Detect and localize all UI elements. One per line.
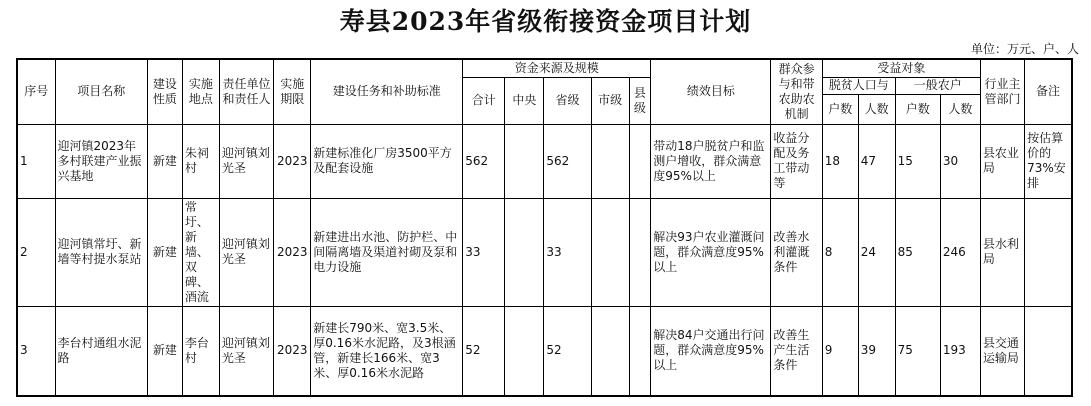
unit-label: 单位：万元、户、人 [970,42,1079,56]
table-row [17,198,1072,306]
header-city: 市级 [591,77,629,124]
cell-seq: 1 [17,124,55,198]
cell-task: 新建长790米、宽3.5米、厚0.16米水泥路，及3根涵管，新建长166米、宽3米、厚0.16米水泥路 [311,306,463,396]
cell-poor-households: 18 [822,124,858,198]
cell-central [505,306,544,396]
cell-province: 33 [544,198,591,306]
header-county: 县级 [629,77,651,124]
header-poor-households: 户数 [822,94,858,124]
cell-period: 2023 [274,198,311,306]
header-note: 备注 [1025,59,1072,124]
cell-total: 52 [463,306,505,396]
cell-poor-households: 9 [822,306,858,396]
cell-location: 常圩、新墙、双碑、酒流 [182,198,219,306]
cell-county [629,198,651,306]
table-row [17,306,1072,396]
cell-city [591,198,629,306]
cell-location: 朱祠村 [182,124,219,198]
cell-dept: 县交通运输局 [980,306,1024,396]
cell-dept: 县农业局 [980,124,1024,198]
header-dept: 行业主管部门 [980,59,1024,124]
cell-poor-households: 8 [822,198,858,306]
cell-nature: 新建 [147,198,182,306]
header-seq: 序号 [17,59,55,124]
cell-note [1025,198,1072,306]
cell-total: 33 [463,198,505,306]
cell-city [591,124,629,198]
header-general-households: 户数 [895,94,940,124]
cell-central [505,198,544,306]
header-location: 实施地点 [182,59,219,124]
header-period: 实施期限 [274,59,311,124]
cell-general-people: 193 [940,306,980,396]
cell-period: 2023 [274,306,311,396]
cell-seq: 2 [17,198,55,306]
cell-name: 迎河镇常圩、新墙等村提水泵站 [55,198,147,306]
cell-central [505,124,544,198]
cell-general-households: 85 [895,198,940,306]
cell-responsible: 迎河镇刘光圣 [219,198,273,306]
table-row [17,124,1072,198]
header-general-people: 人数 [940,94,980,124]
cell-mechanism: 改善生产生活条件 [771,306,822,396]
cell-note [1025,306,1072,396]
cell-city [591,306,629,396]
header-mechanism: 群众参与和带农助农机制 [771,59,822,124]
header-province: 省级 [544,77,591,124]
header-nature: 建设性质 [147,59,182,124]
cell-general-people: 30 [940,124,980,198]
header-central: 中央 [505,77,544,124]
cell-location: 李台村 [182,306,219,396]
cell-nature: 新建 [147,124,182,198]
cell-task: 新建标准化厂房3500平方及配套设施 [311,124,463,198]
cell-county [629,124,651,198]
header-poor: 脱贫人口与 [822,77,895,94]
cell-county [629,306,651,396]
cell-general-households: 15 [895,124,940,198]
cell-goal: 带动18户脱贫户和监测户增收，群众满意度95%以上 [651,124,771,198]
cell-dept: 县水利局 [980,198,1024,306]
header-name: 项目名称 [55,59,147,124]
header-poor-people: 人数 [858,94,895,124]
cell-goal: 解决93户农业灌溉问题，群众满意度95%以上 [651,198,771,306]
cell-mechanism: 改善水利灌溉条件 [771,198,822,306]
header-general: 一般农户 [895,77,980,94]
cell-goal: 解决84户交通出行问题，群众满意度95%以上 [651,306,771,396]
cell-responsible: 迎河镇刘光圣 [219,306,273,396]
header-responsible: 责任单位和责任人 [219,59,273,124]
cell-total: 562 [463,124,505,198]
page-title: 寿县2023年省级衔接资金项目计划 [339,7,752,36]
cell-general-households: 75 [895,306,940,396]
header-beneficiary: 受益对象 [822,59,980,77]
cell-poor-people: 24 [858,198,895,306]
cell-province: 52 [544,306,591,396]
header-total: 合计 [463,77,505,124]
cell-name: 李台村通组水泥路 [55,306,147,396]
cell-note: 按估算价的73%安排 [1025,124,1072,198]
cell-province: 562 [544,124,591,198]
cell-seq: 3 [17,306,55,396]
cell-name: 迎河镇2023年多村联建产业振兴基地 [55,124,147,198]
header-task: 建设任务和补助标准 [311,59,463,124]
header-funds: 资金来源及规模 [463,59,651,77]
cell-general-people: 246 [940,198,980,306]
cell-task: 新建进出水池、防护栏、中间隔离墙及渠道衬砌及泵和电力设施 [311,198,463,306]
cell-mechanism: 收益分配及务工带动等 [771,124,822,198]
cell-poor-people: 39 [858,306,895,396]
cell-responsible: 迎河镇刘光圣 [219,124,273,198]
cell-period: 2023 [274,124,311,198]
cell-poor-people: 47 [858,124,895,198]
header-goal: 绩效目标 [651,59,771,124]
cell-nature: 新建 [147,306,182,396]
project-table [16,58,1073,397]
